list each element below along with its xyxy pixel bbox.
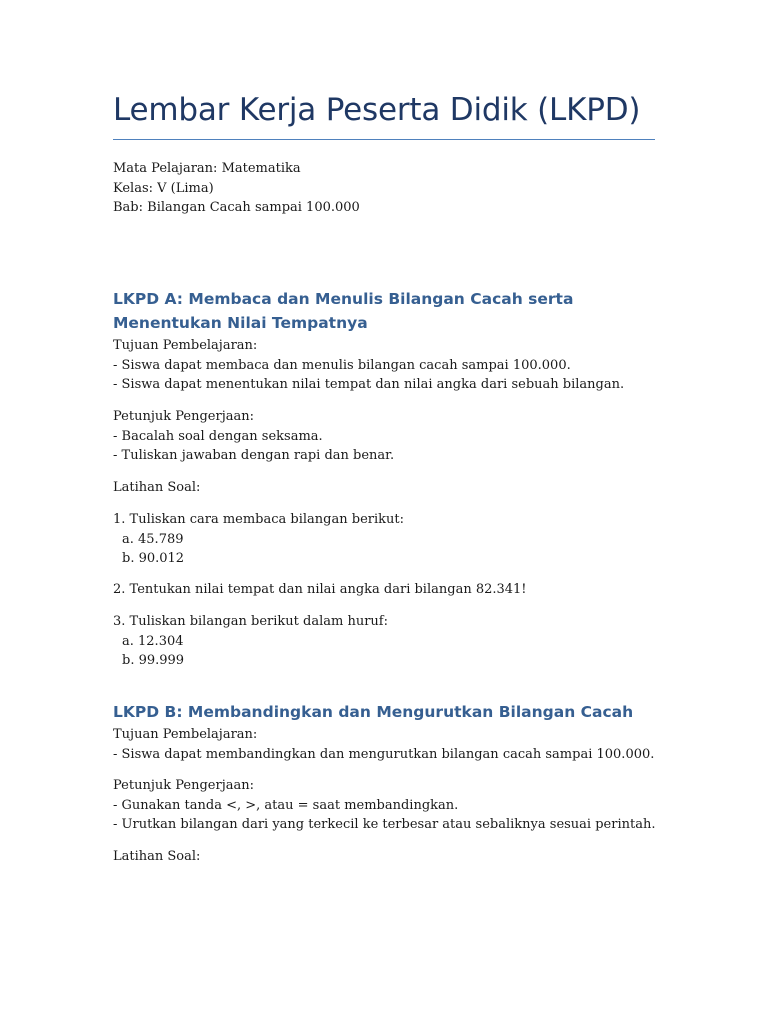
question-2 xyxy=(113,580,527,600)
subject-line: Mata Pelajaran: Matematika xyxy=(113,161,301,176)
section-b-goals xyxy=(113,725,654,764)
section-a-heading: LKPD A: Membaca dan Menulis Bilangan Cacah serta Menentukan Nilai Tempatnya xyxy=(113,290,574,332)
instruction-item: - Tuliskan jawaban dengan rapi dan benar. xyxy=(113,448,395,463)
goals-label: Tujuan Pembelajaran: xyxy=(113,338,258,353)
document-title: Lembar Kerja Peserta Didik (LKPD) xyxy=(113,92,641,128)
goal-item: - Siswa dapat menentukan nilai tempat dan nilai angka dari sebuah bilangan. xyxy=(113,377,625,392)
instruction-item: - Urutkan bilangan dari yang terkecil ke terbesar atau sebaliknya sesuai perintah. xyxy=(113,817,656,832)
exercise-label: Latihan Soal: xyxy=(113,849,201,864)
section-b-exercise-label xyxy=(113,847,200,867)
section-b-instructions xyxy=(113,776,655,835)
question-1 xyxy=(113,510,404,569)
section-a-exercise-label xyxy=(113,478,200,498)
question-option: a. 45.789 xyxy=(122,531,184,547)
chapter-line: Bab: Bilangan Cacah sampai 100.000 xyxy=(113,200,360,215)
question-option: b. 99.999 xyxy=(122,653,185,668)
question-text: 1. Tuliskan cara membaca bilangan berikut: xyxy=(113,512,404,527)
section-a-instructions xyxy=(113,407,394,466)
question-text: 2. Tentukan nilai tempat dan nilai angka dari bilangan 82.341! xyxy=(113,582,527,597)
class-line: Kelas: V (Lima) xyxy=(113,180,214,196)
goals-label: Tujuan Pembelajaran: xyxy=(113,727,258,742)
title-underline xyxy=(113,139,655,140)
instruction-item: - Gunakan tanda <, >, atau = saat membandingkan. xyxy=(113,797,459,813)
instruction-item: - Bacalah soal dengan seksama. xyxy=(113,428,323,444)
question-3 xyxy=(113,612,388,671)
section-a-goals xyxy=(113,336,624,395)
instructions-label: Petunjuk Pengerjaan: xyxy=(113,778,254,793)
goal-item: - Siswa dapat membandingkan dan mengurutkan bilangan cacah sampai 100.000. xyxy=(113,746,655,762)
instructions-label: Petunjuk Pengerjaan: xyxy=(113,409,254,424)
exercise-label: Latihan Soal: xyxy=(113,480,201,495)
question-option: a. 12.304 xyxy=(122,633,184,649)
section-b-heading: LKPD B: Membandingkan dan Mengurutkan Bilangan Cacah xyxy=(113,703,634,721)
goal-item: - Siswa dapat membaca dan menulis bilangan cacah sampai 100.000. xyxy=(113,357,571,373)
question-option: b. 90.012 xyxy=(122,551,185,566)
question-text: 3. Tuliskan bilangan berikut dalam huruf: xyxy=(113,614,388,629)
meta-info xyxy=(113,159,360,218)
